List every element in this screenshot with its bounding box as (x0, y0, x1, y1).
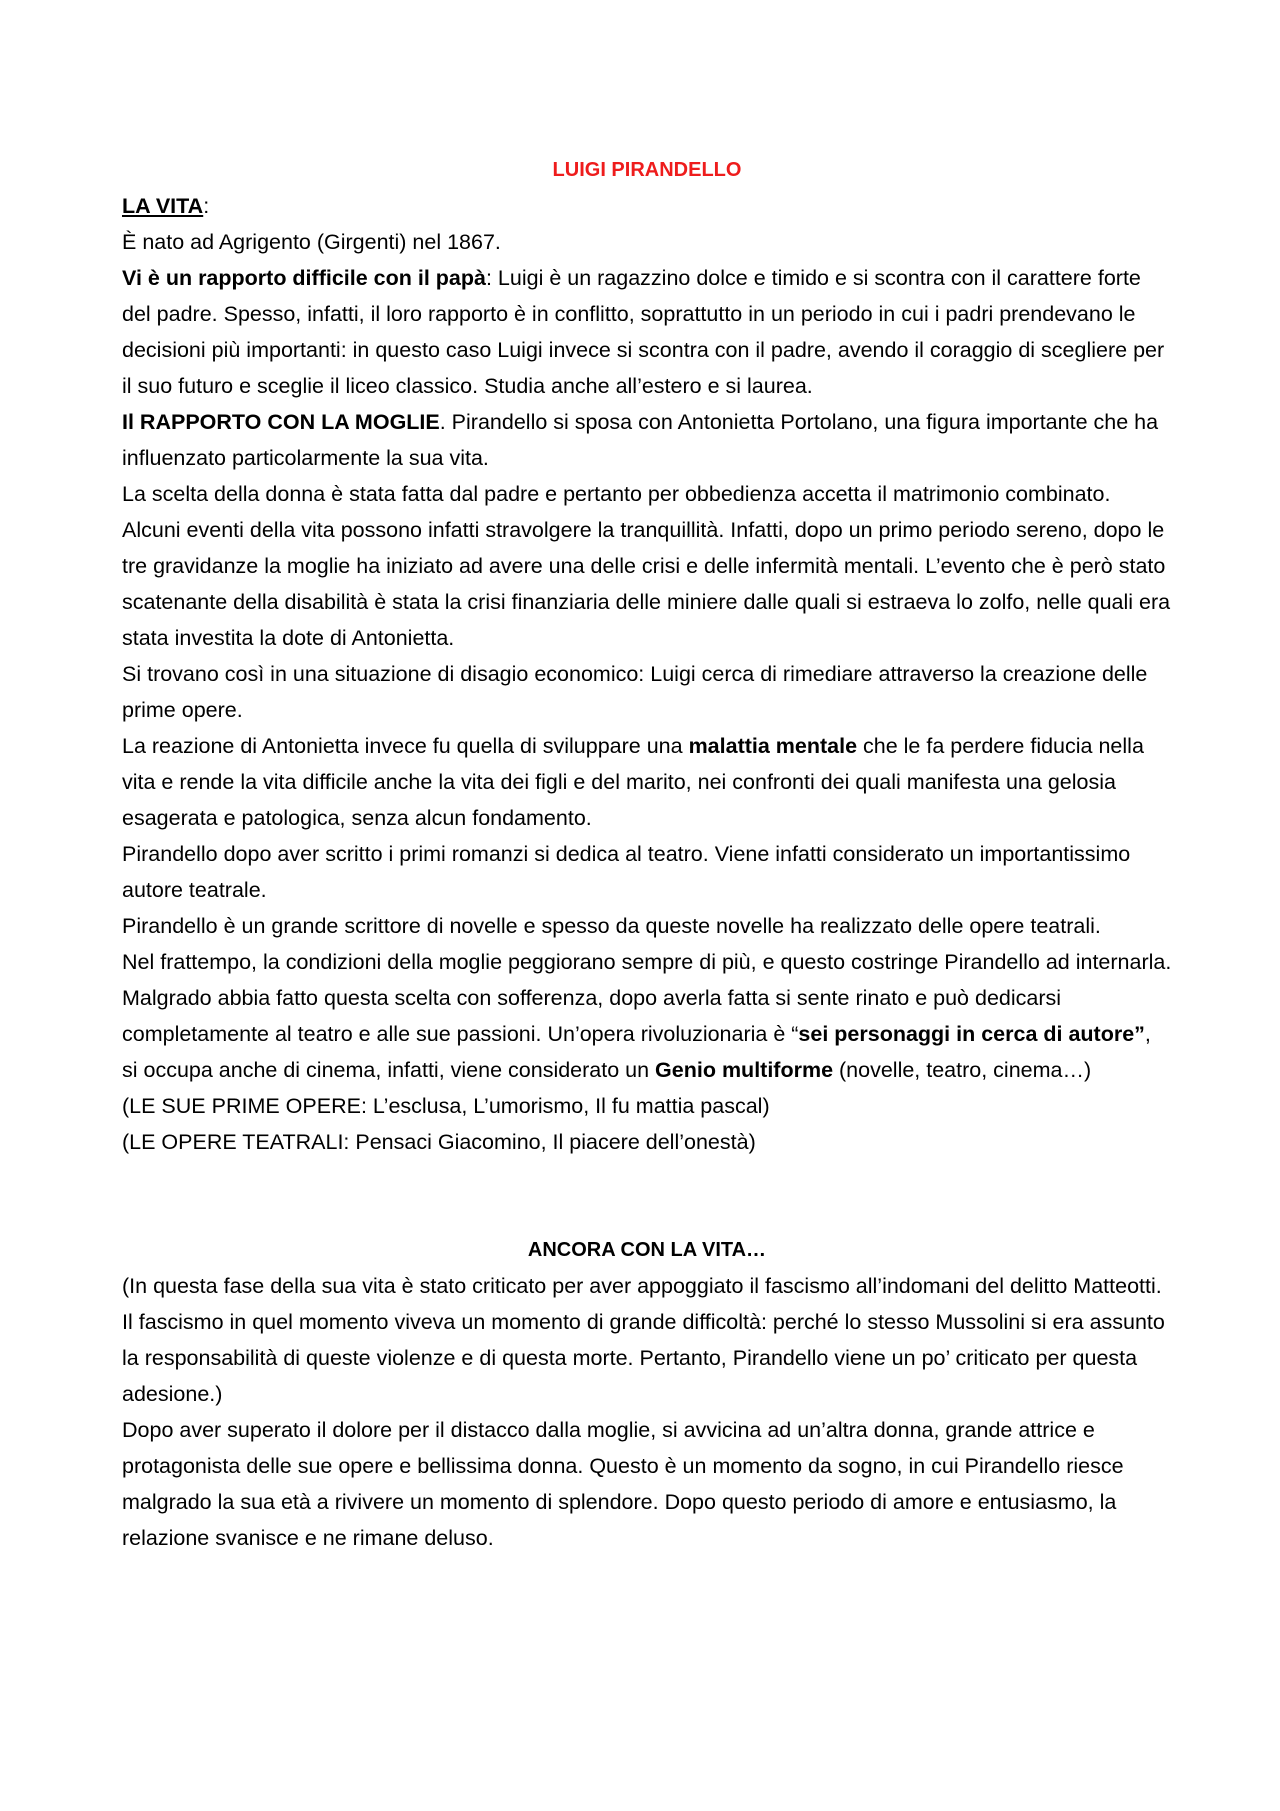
document-title: LUIGI PIRANDELLO (552, 159, 742, 181)
frattempo-text-3: (novelle, teatro, cinema…) (833, 1058, 1092, 1082)
section-spacer (122, 1160, 1172, 1232)
frattempo-bold-1: sei personaggi in cerca di autore” (798, 1022, 1145, 1046)
paragraph-scelta: La scelta della donna è stata fatta dal padre e pertanto per obbedienza accetta il matrimonio combinato. Alcuni eventi della vita possono infatti stravolgere la tranquillità. Infatti, dopo un primo periodo sereno, dopo le tre gravidanze la moglie ha iniziato ad avere una delle crisi e delle infermità mentali. L’evento che è però stato scatenante della disabilità è stata la crisi finanziaria delle miniere dalle quali si estraeva lo zolfo, nelle quali era stata investita la dote di Antonietta. (122, 482, 1171, 650)
paragraph-disagio: Si trovano così in una situazione di disagio economico: Luigi cerca di rimediare attraverso la creazione delle prime opere. (122, 662, 1148, 722)
paragraph-prime-opere: (LE SUE PRIME OPERE: L’esclusa, L’umorismo, Il fu mattia pascal) (122, 1094, 770, 1118)
papa-text: : Luigi è un ragazzino dolce e timido e si scontra con il carattere forte del padre. Spesso, infatti, il loro rapporto è in conflitto, soprattutto in un periodo in cui i padri prendevano le decisioni più importanti: in questo caso Luigi invece si scontra con il padre, avendo il coraggio di scegliere per il suo futuro e sceglie il liceo classico. Studia anche all’estero e si laurea. (122, 266, 1165, 398)
paragraph-distacco: Dopo aver superato il dolore per il distacco dalla moglie, si avvicina ad un’altra donna, grande attrice e protagonista delle sue opere e bellissima donna. Questo è un momento da sogno, in cui Pirandello riesce malgrado la sua età a rivivere un momento di splendore. Dopo questo periodo di amore e entusiasmo, la relazione svanisce e ne rimane deluso. (122, 1418, 1124, 1550)
frattempo-text-1: Nel frattempo, la condizioni della moglie peggiorano sempre di più, e questo costringe Pirandello ad internarla. Malgrado abbia fatto questa scelta con sofferenza, dopo averla fatta si sente rinato e può dedicarsi completamente al teatro e alle sue passioni. Un’opera rivoluzionaria è “ (122, 950, 1172, 1046)
section-ancora-heading: ANCORA CON LA VITA… (527, 1239, 767, 1261)
paragraph-novelle: Pirandello è un grande scrittore di novelle e spesso da queste novelle ha realizzato delle opere teatrali. (122, 914, 1101, 938)
paragraph-reazione (122, 728, 1172, 836)
frattempo-text-2: , si occupa anche di cinema, infatti, viene considerato un (122, 1022, 1151, 1082)
paragraph-opere-teatrali: (LE OPERE TEATRALI: Pensaci Giacomino, Il piacere dell’onestà) (122, 1130, 756, 1154)
paragraph-born: È nato ad Agrigento (Girgenti) nel 1867. (122, 230, 501, 254)
vita-heading-colon: : (203, 194, 210, 218)
vita-heading-text: LA VITA (122, 194, 204, 218)
document-page (122, 152, 1172, 1556)
moglie-bold: Il RAPPORTO CON LA MOGLIE (122, 410, 440, 434)
paragraph-fascismo: (In questa fase della sua vita è stato criticato per aver appoggiato il fascismo all’indomani del delitto Matteotti. Il fascismo in quel momento viveva un momento di grande difficoltà: perché lo stesso Mussolini si era assunto la responsabilità di queste violenze e di questa morte. Pertanto, Pirandello viene un po’ criticato per questa adesione.) (122, 1274, 1165, 1406)
frattempo-bold-2: Genio multiforme (655, 1058, 834, 1082)
reazione-bold: malattia mentale (688, 734, 858, 758)
papa-bold: Vi è un rapporto difficile con il papà (122, 266, 486, 290)
moglie-text: . Pirandello si sposa con Antonietta Portolano, una figura importante che ha influenzato particolarmente la sua vita. (122, 410, 1159, 470)
reazione-text-2: che le fa perdere fiducia nella vita e rende la vita difficile anche la vita dei figli e del marito, nei confronti dei quali manifesta una gelosia esagerata e patologica, senza alcun fondamento. (122, 734, 1144, 830)
paragraph-frattempo (122, 944, 1172, 1088)
reazione-text-1: La reazione di Antonietta invece fu quella di sviluppare una (122, 734, 689, 758)
section-vita-heading (122, 188, 1172, 224)
paragraph-moglie (122, 404, 1172, 476)
paragraph-papa (122, 260, 1172, 404)
paragraph-teatro: Pirandello dopo aver scritto i primi romanzi si dedica al teatro. Viene infatti considerato un importantissimo autore teatrale. (122, 842, 1131, 902)
